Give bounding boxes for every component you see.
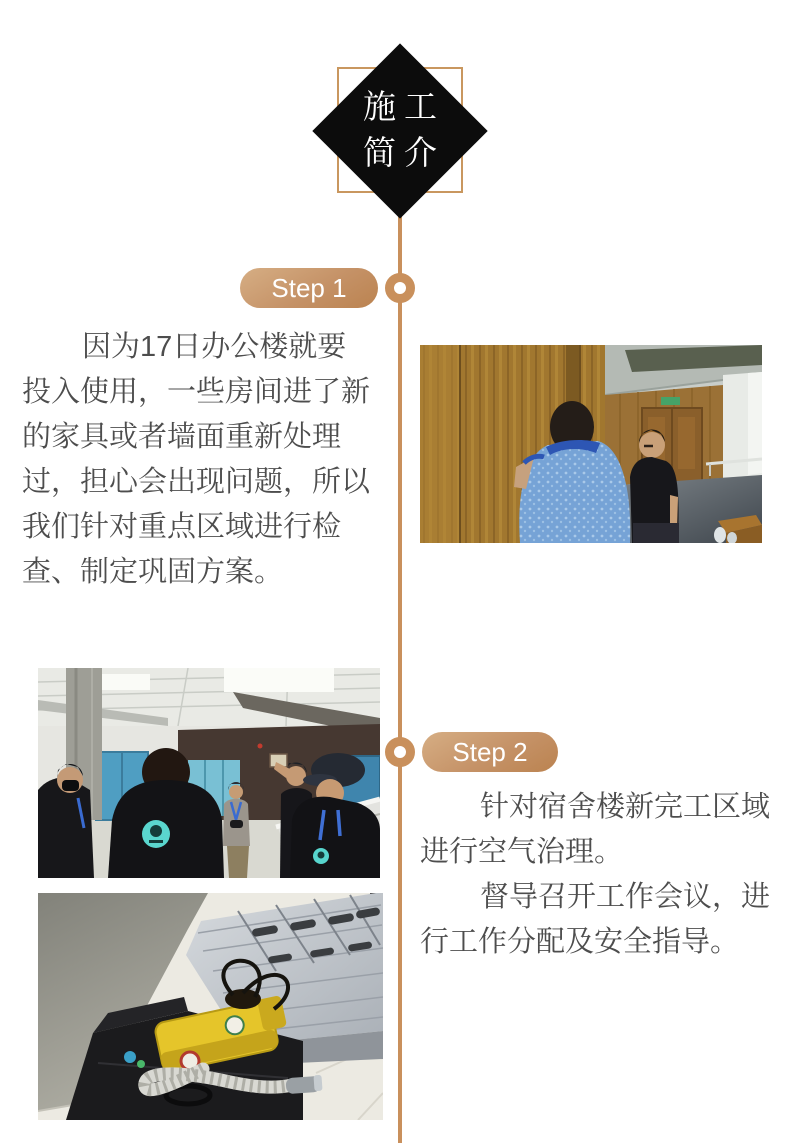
step1-text-line: 过，担心会出现问题，所以 xyxy=(22,466,371,498)
step2-text-line: 督导召开工作会议，进 xyxy=(480,881,771,913)
step2-paragraph xyxy=(420,785,800,965)
step1-text-line: 查、制定巩固方案。 xyxy=(22,556,284,588)
step2-text-line: 行工作分配及安全指导。 xyxy=(420,926,740,958)
page-title xyxy=(322,77,478,183)
step2-text-line: 进行空气治理。 xyxy=(420,836,624,868)
step2-badge xyxy=(422,732,558,772)
page-title-line1: 施工 xyxy=(363,88,445,125)
step1-text-line: 我们针对重点区域进行检 xyxy=(22,511,342,543)
step1-badge-label: Step 1 xyxy=(271,272,347,303)
step1-badge xyxy=(240,268,378,308)
step2-text-line: 针对宿舍楼新完工区域 xyxy=(480,791,771,823)
step2-photo-meeting xyxy=(38,668,380,878)
step2-badge-label: Step 2 xyxy=(452,736,528,767)
step1-paragraph xyxy=(22,325,396,595)
timeline-node-step1 xyxy=(385,273,415,303)
step1-text-line: 投入使用，一些房间进了新 xyxy=(22,376,371,408)
step1-text-line: 的家具或者墙面重新处理 xyxy=(22,421,342,453)
timeline-line xyxy=(398,216,402,1143)
step1-text-line: 因为17日办公楼就要 xyxy=(82,331,347,363)
step2-photo-equipment xyxy=(38,893,383,1120)
step1-photo-inspection xyxy=(420,345,762,543)
page-title-line2: 简介 xyxy=(363,134,445,171)
timeline-node-step2 xyxy=(385,737,415,767)
